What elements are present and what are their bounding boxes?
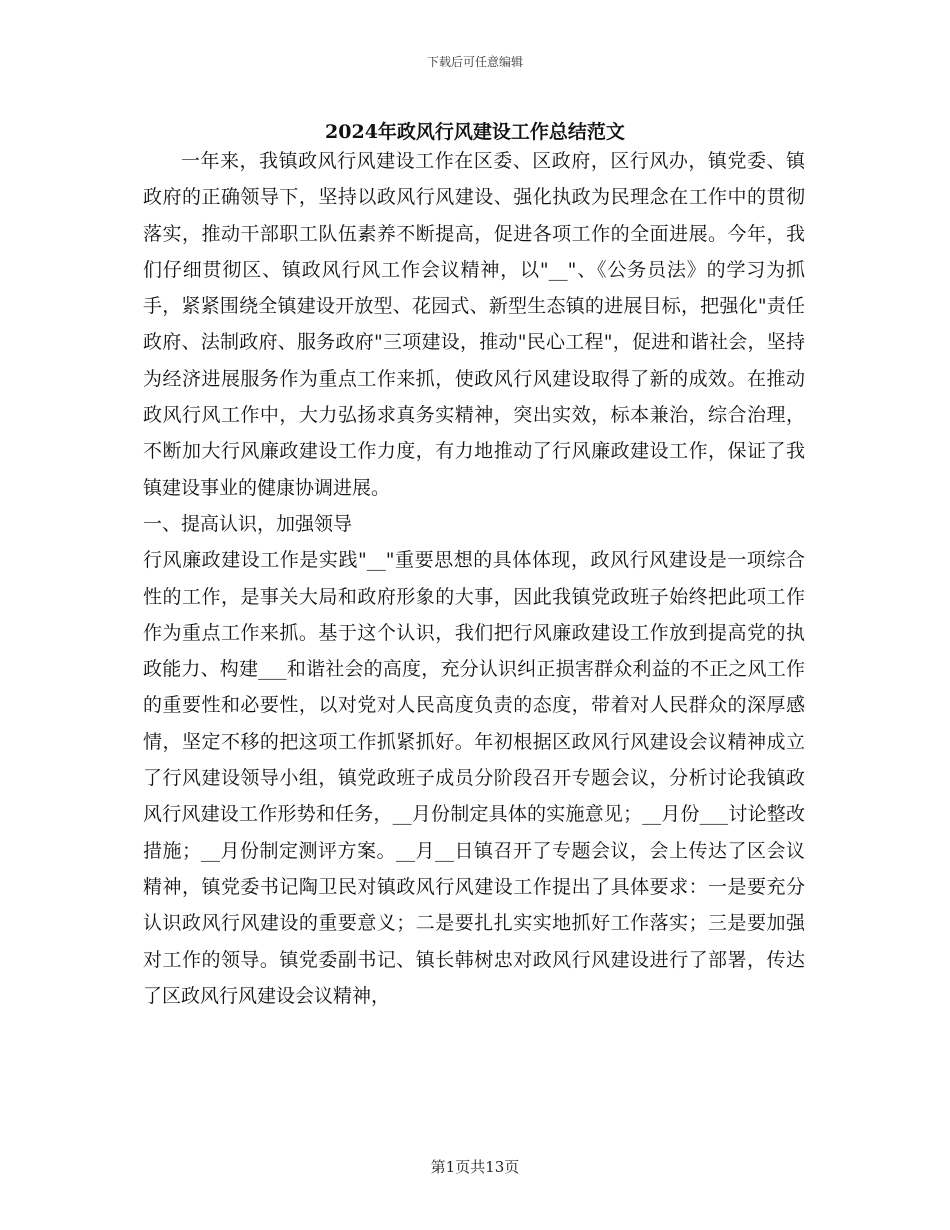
paragraph-section-1: 行风廉政建设工作是实践"__"重要思想的具体体现，政风行风建设是一项综合性的工作，是事关大局和政府形象的大事，因此我镇党政班子始终把此项工作作为重点工作来抓。基于这个认识，我们把行风廉政建设工作放到提高党的执政能力、构建___和谐社会的高度，充分认识纠正损害群众利益的不正之风工作的重要性和必要性，以对党对人民高度负责的态度，带着对人民群众的深厚感情，坚定不移的把这项工作抓紧抓好。年初根据区政风行风建设会议精神成立了行风建设领导小组，镇党政班子成员分阶段召开专题会议，分析讨论我镇政风行风建设工作形势和任务，__月份制定具体的实施意见；__月份___讨论整改措施；__月份制定测评方案。__月__日镇召开了专题会议，会上传达了区会议精神，镇党委书记陶卫民对镇政风行风建设工作提出了具体要求：一是要充分认识政风行风建设的重要意义；二是要扎扎实实地抓好工作落实；三是要加强对工作的领导。镇党委副书记、镇长韩树忠对政风行风建设进行了部署，传达了区政风行风建设会议精神， [143, 549, 805, 1007]
header-note: 下载后可任意编辑 [426, 55, 523, 69]
section-heading: 一、提高认识，加强领导 [143, 512, 353, 535]
page-number: 第1页共13页 [430, 1158, 520, 1176]
paragraph-intro: 一年来，我镇政风行风建设工作在区委、区政府，区行风办，镇党委、镇政府的正确领导下，坚持以政风行风建设、强化执政为民理念在工作中的贯彻落实，推动干部职工队伍素养不断提高，促进各项工作的全面进展。今年，我们仔细贯彻区、镇政风行风工作会议精神，以"__"、《公务员法》的学习为抓手，紧紧围绕全镇建设开放型、花园式、新型生态镇的进展目标，把强化"责任政府、法制政府、服务政府"三项建设，推动"民心工程"，促进和谐社会，坚持为经济进展服务作为重点工作来抓，使政风行风建设取得了新的成效。在推动政风行风工作中，大力弘扬求真务实精神，突出实效，标本兼治，综合治理，不断加大行风廉政建设工作力度，有力地推动了行风廉政建设工作，保证了我镇建设事业的健康协调进展。 [143, 150, 805, 499]
document-body [143, 143, 805, 1014]
document-title: 2024年政风行风建设工作总结范文 [325, 121, 625, 143]
